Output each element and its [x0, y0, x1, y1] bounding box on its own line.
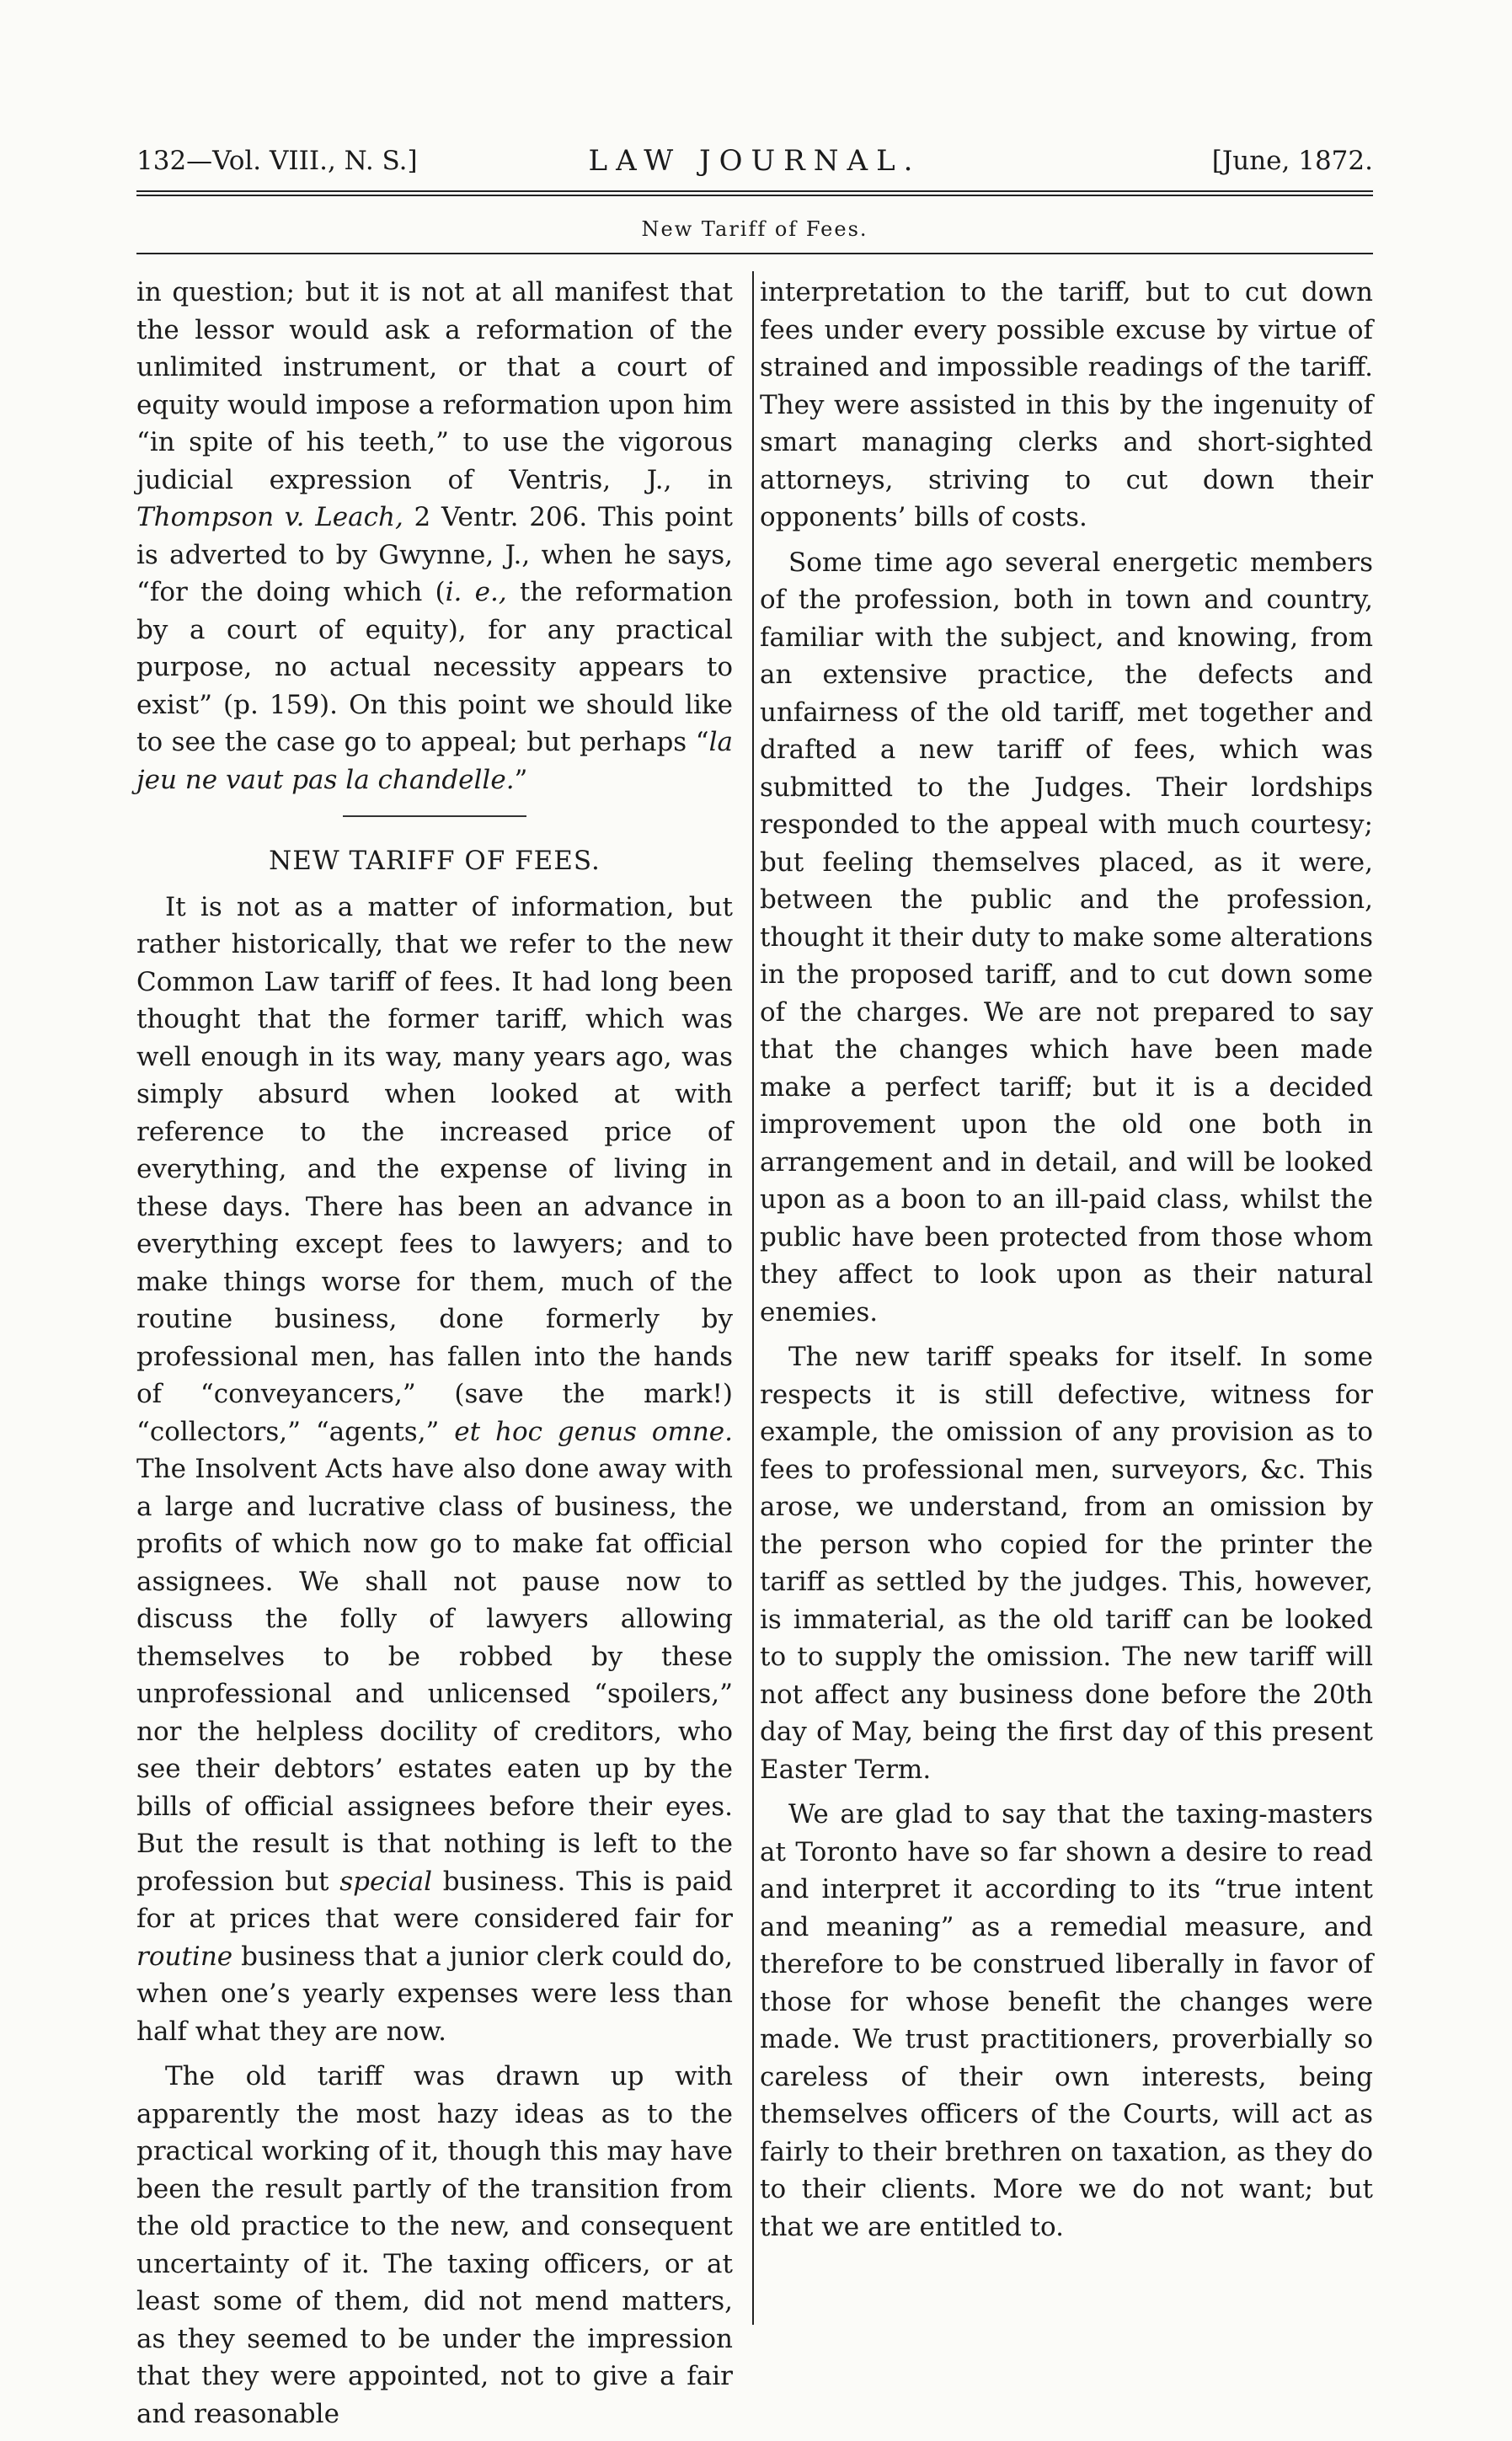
emphasis-special: special: [339, 1866, 433, 1897]
journal-title: LAW JOURNAL.: [588, 144, 922, 178]
section-title: NEW TARIFF OF FEES.: [269, 846, 601, 876]
right-paragraph-4: We are glad to say that the taxing-masters at Toronto have so far shown a desire to read and interpret it according to its “true intent and meaning” as a remedial measure, and therefore to be construed liberally in favor of those for whose benefit the changes were made. We trust practitioners, proverbially so careless of their own interests, being themselves officers of the Courts, will act as fairly to their brethren on taxation, as they do to their clients. More we do not want; but that we are entitled to.: [760, 1799, 1373, 2242]
left-column: [136, 274, 733, 2433]
page-header: [136, 139, 1373, 181]
emphasis-routine: routine: [136, 1941, 233, 1972]
header-double-rule: [136, 190, 1373, 196]
left-paragraph-1: in question; but it is not at all manifest that the lessor would ask a reformation of the unlimited instrument, or that a court of equity would impose a reformation upon him “in spite of his teeth,” to use the vigorous judicial expression of Ventris, J., in Thompson v. Leach, 2 Ventr. 206. This point is adverted to by Gwynne, J., when he says, “for the doing which (i. e., the reformation by a court of equity), for any practical purpose, no actual necessity appears to exist” (p. 159). On this point we should like to see the case go to appeal; but perhaps “la jeu ne vaut pas la chandelle.”: [136, 277, 733, 795]
right-paragraph-3: The new tariff speaks for itself. In some respects it is still defective, witness for example, the omission of any provision as to fees to professional men, surveyors, &c. This arose, we understand, from an omission by the person who copied for the printer the tariff as settled by the judges. This, however, is immaterial, as the old tariff can be looked to to supply the omission. The new tariff will not affect any business done before the 20th day of May, being the first day of this present Easter Term.: [760, 1342, 1373, 1785]
right-paragraph-1: interpretation to the tariff, but to cut down fees under every possible excuse by virtue of strained and impossible readings of the tariff. They were assisted in this by the ingenuity of smart managing clerks and short-sighted attorneys, striving to cut down their opponents’ bills of costs.: [760, 277, 1373, 532]
right-column: [760, 274, 1373, 2246]
section-break-rule: [343, 815, 526, 817]
case-citation: Thompson v. Leach,: [136, 502, 403, 532]
volume-page-label: 132—Vol. VIII., N. S.]: [136, 146, 418, 176]
left-paragraph-3: The old tariff was drawn up with apparently the most hazy ideas as to the practical working of it, though this may have been the result partly of the transition from the old practice to the new, and consequent uncertainty of it. The taxing officers, or at least some of them, did not mend matters, as they seemed to be under the impression that they were appointed, not to give a fair and reasonable: [136, 2061, 733, 2429]
latin-ie: i. e.,: [445, 577, 507, 607]
subhead-rule: [136, 253, 1373, 254]
right-paragraph-2: Some time ago several energetic members of the profession, both in town and country, familiar with the subject, and knowing, from an extensive practice, the defects and unfairness of the old tariff, met together and drafted a new tariff of fees, which was submitted to the Judges. Their lordships responded to the appeal with much courtesy; but feeling themselves placed, as it were, between the public and the profession, thought it their duty to make some alterations in the proposed tariff, and to cut down some of the charges. We are not prepared to say that the changes which have been made make a perfect tariff; but it is a decided improvement upon the old one both in arrangement and in detail, and will be looked upon as a boon to an ill-paid class, whilst the public have been protected from those whom they affect to look upon as their natural enemies.: [760, 547, 1373, 1327]
issue-date: [June, 1872.: [1211, 146, 1373, 176]
french-quote: la jeu ne vaut pas la chandelle.: [136, 727, 733, 795]
column-divider: [752, 271, 754, 2325]
latin-phrase: et hoc genus omne.: [454, 1416, 733, 1447]
running-head: New Tariff of Fees.: [641, 217, 868, 241]
left-paragraph-2: It is not as a matter of information, but rather historically, that we refer to the new Common Law tariff of fees. It had long been thought that the former tariff, which was well enough in its way, many years ago, was simply absurd when looked at with reference to the increased price of everything, and the expense of living in these days. There has been an advance in everything except fees to lawyers; and to make things worse for them, much of the routine business, done formerly by professional men, has fallen into the hands of “conveyancers,” (save the mark!) “collectors,” “agents,” et hoc genus omne. The Insolvent Acts have also done away with a large and lucrative class of business, the profits of which now go to make fat official assignees. We shall not pause now to discuss the folly of lawyers allowing themselves to be robbed by these unprofessional and unlicensed “spoilers,” nor the helpless docility of creditors, who see their debtors’ estates eaten up by the bills of official assignees before their eyes. But the result is that nothing is left to the profession but special business. This is paid for at prices that were considered fair for routine business that a junior clerk could do, when one’s yearly expenses were less than half what they are now.: [136, 891, 734, 2047]
